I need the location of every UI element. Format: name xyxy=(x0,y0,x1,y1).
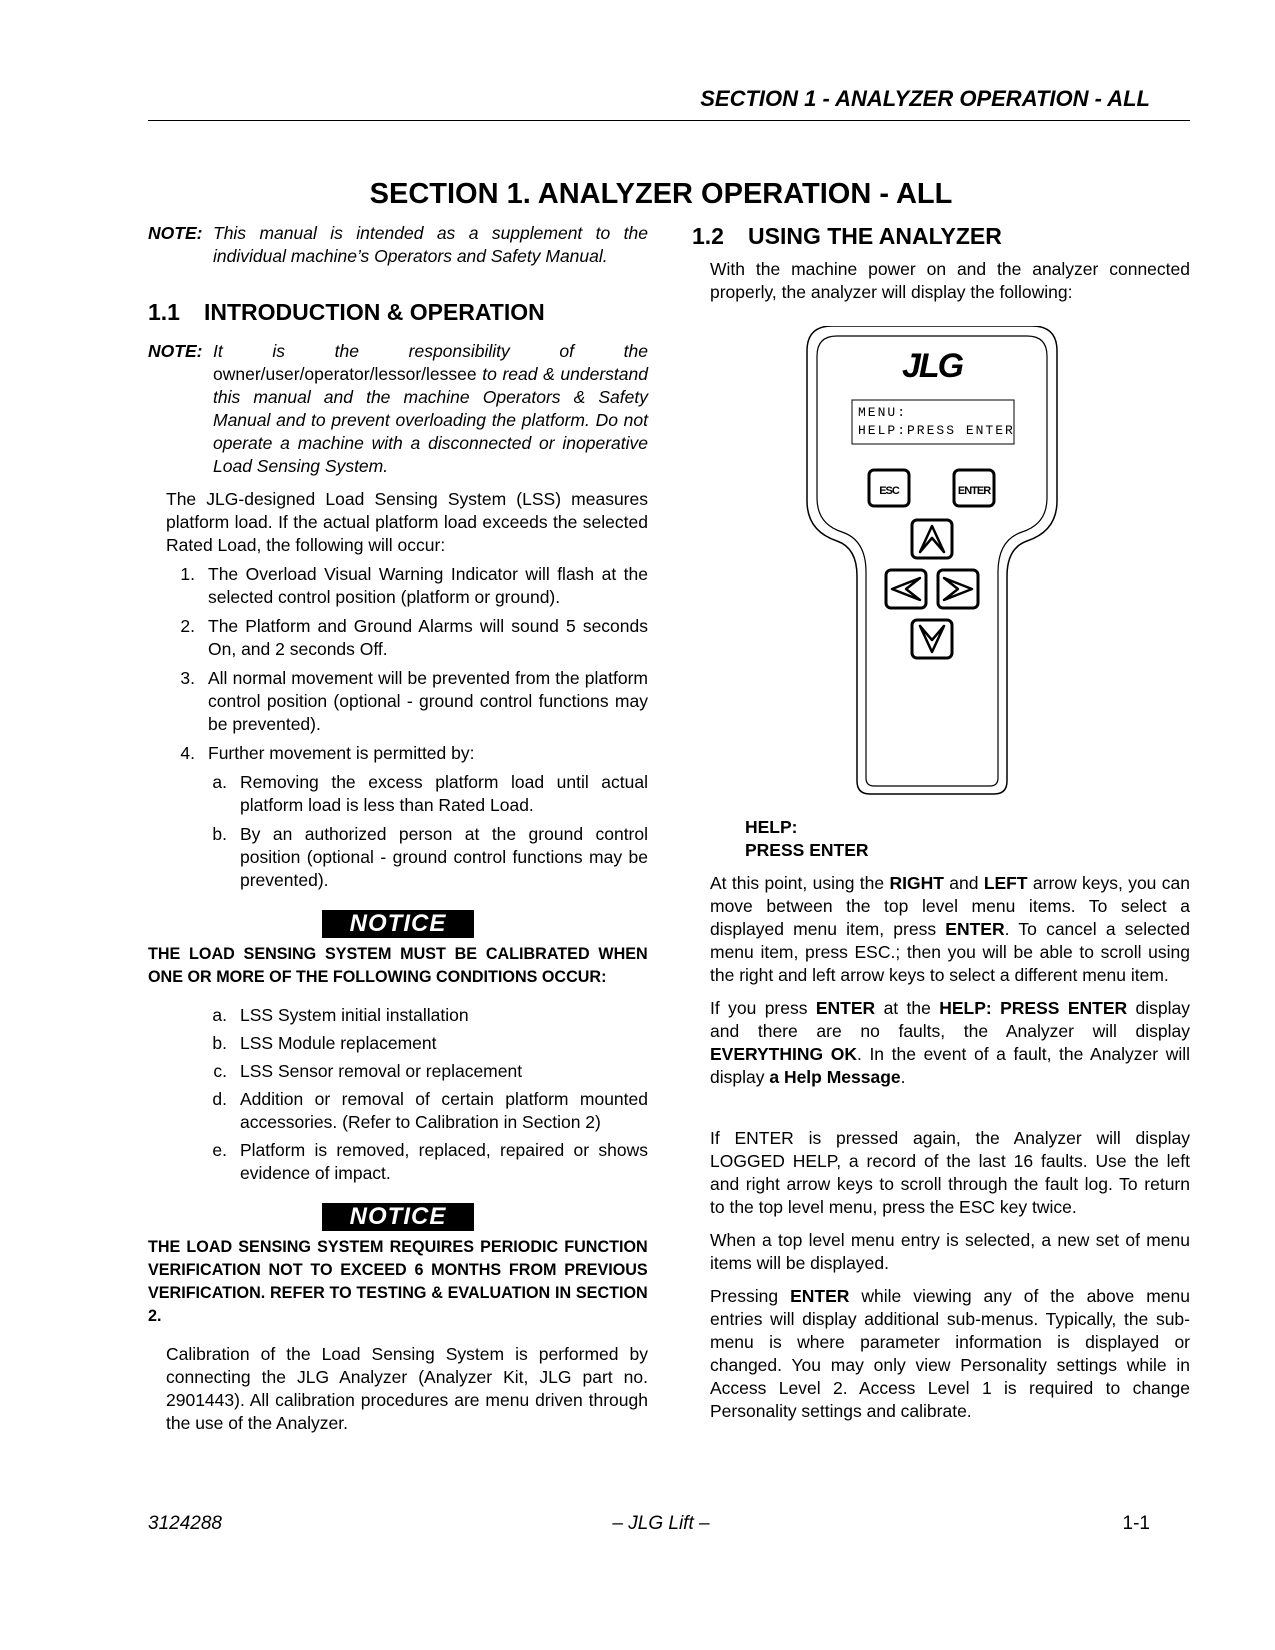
list-item-text: LSS System initial installation xyxy=(240,1005,469,1025)
emphasis-text: LEFT xyxy=(983,873,1028,893)
list-item-number: 2. xyxy=(180,616,195,636)
top-level-menu-paragraph: When a top level menu entry is selected, a new set of menu items will be displayed. xyxy=(710,1230,1190,1273)
list-item xyxy=(208,1088,648,1134)
list-item-number: c. xyxy=(213,1061,227,1081)
note-label: NOTE: xyxy=(148,223,203,243)
list-item-text: LSS Sensor removal or replacement xyxy=(240,1061,523,1081)
list-item xyxy=(176,742,648,765)
enter-button: ENTER xyxy=(957,485,991,497)
note-text: This manual is intended as a supplement to the individual machine’s Operators and Safety Manual. xyxy=(213,223,648,266)
body-text: arrow keys, you can move between the top level menu items. To select a displayed menu item, press xyxy=(710,873,1190,939)
body-text: If you press xyxy=(710,998,816,1018)
analyzer-outline-icon xyxy=(802,326,1062,796)
list-item xyxy=(176,615,648,661)
header-rule xyxy=(148,120,1190,121)
note-text xyxy=(213,340,648,478)
list-item xyxy=(208,1139,648,1185)
body-text: At this point, using the xyxy=(710,873,890,893)
help-display-text xyxy=(692,816,1190,862)
arrow-keys-paragraph xyxy=(692,872,1190,987)
heading-number: 1.2 xyxy=(692,223,724,249)
notice-verification xyxy=(148,1203,648,1327)
list-item-number: 4. xyxy=(180,743,195,763)
list-item-text: Addition or removal of certain platform mounted accessories. (Refer to Calibration in Section 2) xyxy=(240,1089,648,1132)
list-item xyxy=(208,771,648,817)
sub-menu-paragraph xyxy=(692,1285,1190,1423)
list-item-text: Further movement is permitted by: xyxy=(208,743,475,763)
left-column xyxy=(148,222,648,1435)
body-text: . In the event of a fault, the Analyzer will display xyxy=(710,1044,1191,1087)
heading-text: INTRODUCTION & OPERATION xyxy=(204,299,545,325)
body-text: at the xyxy=(875,998,940,1018)
emphasis-text: a Help Message xyxy=(769,1067,901,1087)
emphasis-text: RIGHT xyxy=(889,873,944,893)
list-item-number: 1. xyxy=(180,564,195,584)
notice-text: THE LOAD SENSING SYSTEM REQUIRES PERIODIC FUNCTION VERIFICATION NOT TO EXCEED 6 MONTHS FROM PREVIOUS VERIFICATION. REFER TO TESTING & EVALUATION IN SECTION 2. xyxy=(148,1237,648,1325)
overload-effects-list xyxy=(148,563,648,765)
movement-permitted-list xyxy=(148,771,648,892)
lss-intro-paragraph: The JLG-designed Load Sensing System (LSS) measures platform load. If the actual platform load exceeds the selected Rated Load, the following will occur: xyxy=(166,489,648,555)
screen-line-1: MENU: xyxy=(858,405,908,420)
body-text: Pressing xyxy=(710,1286,791,1306)
logged-help-paragraph: If ENTER is pressed again, the Analyzer will display LOGGED HELP, a record of the last 16 faults. Use the left and right arrow keys to scroll through the fault log. To return to the top level menu, press the ESC key twice. xyxy=(710,1128,1190,1217)
heading-text: USING THE ANALYZER xyxy=(748,223,1002,249)
list-item xyxy=(208,1032,648,1055)
list-item xyxy=(176,667,648,736)
analyzer-screen xyxy=(858,404,1015,440)
footer-center: – JLG Lift – xyxy=(612,1513,710,1534)
body-text: while viewing any of the above menu entries will display additional sub-menus. Typically, the sub-menu is where parameter information is displayed or changed. You may only view Personality settings while in Access Level 2. Access Level 1 is required to change Personality settings and calibrate. xyxy=(710,1286,1190,1421)
list-item xyxy=(176,563,648,609)
notice-badge: NOTICE xyxy=(322,910,474,938)
note-label: NOTE: xyxy=(148,341,203,361)
note-supplement xyxy=(148,222,648,268)
emphasis-text: ENTER xyxy=(815,998,876,1018)
calibration-paragraph: Calibration of the Load Sensing System is performed by connecting the JLG Analyzer (Analyzer Kit, JLG part no. 2901443). All calibration procedures are menu driven through the use of the Analyzer. xyxy=(166,1344,648,1433)
right-column xyxy=(692,222,1190,1423)
running-header: SECTION 1 - ANALYZER OPERATION - ALL xyxy=(700,86,1150,111)
list-item-text: The Overload Visual Warning Indicator will flash at the selected control position (platform or ground). xyxy=(208,564,648,607)
list-item-number: e. xyxy=(212,1140,227,1160)
note-text-part: It is the responsibility of the xyxy=(213,341,648,361)
emphasis-text: ENTER xyxy=(945,919,1005,939)
list-item-number: a. xyxy=(212,1005,227,1025)
jlg-logo: JLG xyxy=(901,347,963,385)
body-text: . To cancel a selected menu item, press ESC.; then you will be able to scroll using the right and left arrow keys to select a different menu item. xyxy=(710,919,1190,985)
help-enter-paragraph xyxy=(692,997,1190,1089)
section-heading-1-2 xyxy=(692,222,1190,250)
footer-page-number: 1-1 xyxy=(1122,1513,1150,1534)
list-item-text: The Platform and Ground Alarms will sound 5 seconds On, and 2 seconds Off. xyxy=(208,616,648,659)
footer-doc-number: 3124288 xyxy=(148,1513,222,1534)
body-text: display and there are no faults, the Analyzer will display xyxy=(710,998,1190,1041)
note-text-roles: owner/user/operator/lessor/lessee xyxy=(213,364,477,384)
list-item xyxy=(208,1004,648,1027)
notice-badge: NOTICE xyxy=(322,1203,474,1231)
notice-calibration xyxy=(148,910,648,988)
help-line-1: HELP: xyxy=(745,817,798,837)
body-text: and xyxy=(943,873,984,893)
help-line-2: PRESS ENTER xyxy=(745,840,869,860)
list-item-number: 3. xyxy=(180,668,195,688)
list-item-text: All normal movement will be prevented from the platform control position (optional - ground control functions may be prevented). xyxy=(208,668,648,734)
list-item-text: Platform is removed, replaced, repaired or shows evidence of impact. xyxy=(240,1140,648,1183)
section-heading-1-1 xyxy=(148,298,648,326)
note-responsibility xyxy=(148,340,648,478)
screen-line-2: HELP:PRESS ENTER xyxy=(858,423,1015,438)
list-item-number: a. xyxy=(212,772,227,792)
page-title: SECTION 1. ANALYZER OPERATION - ALL xyxy=(369,178,953,210)
list-item-text: LSS Module replacement xyxy=(240,1033,437,1053)
list-item-text: Removing the excess platform load until actual platform load is less than Rated Load. xyxy=(240,772,648,815)
list-item-number: d. xyxy=(212,1089,227,1109)
esc-button: ESC xyxy=(879,485,899,497)
calibration-conditions-list xyxy=(148,1004,648,1185)
analyzer-illustration xyxy=(802,326,1062,796)
emphasis-text: ENTER xyxy=(790,1286,850,1306)
note-text-part: to read & understand this manual and the machine Operators & Safety Manual and to prevent overloading the platform. Do not operate a machine with a disconnected or inoperative Load Sensing System. xyxy=(213,364,648,476)
list-item-number: b. xyxy=(212,824,227,844)
list-item-number: b. xyxy=(212,1033,227,1053)
emphasis-text: EVERYTHING OK xyxy=(710,1044,857,1064)
heading-number: 1.1 xyxy=(148,299,180,325)
notice-text: THE LOAD SENSING SYSTEM MUST BE CALIBRATED WHEN ONE OR MORE OF THE FOLLOWING CONDITIONS OCCUR: xyxy=(148,944,648,986)
list-item xyxy=(208,1060,648,1083)
analyzer-intro-paragraph: With the machine power on and the analyzer connected properly, the analyzer will display the following: xyxy=(710,259,1190,302)
list-item xyxy=(208,823,648,892)
emphasis-text: HELP: PRESS ENTER xyxy=(939,998,1128,1018)
body-text: . xyxy=(900,1067,906,1087)
list-item-text: By an authorized person at the ground control position (optional - ground control functions may be prevented). xyxy=(240,824,648,890)
